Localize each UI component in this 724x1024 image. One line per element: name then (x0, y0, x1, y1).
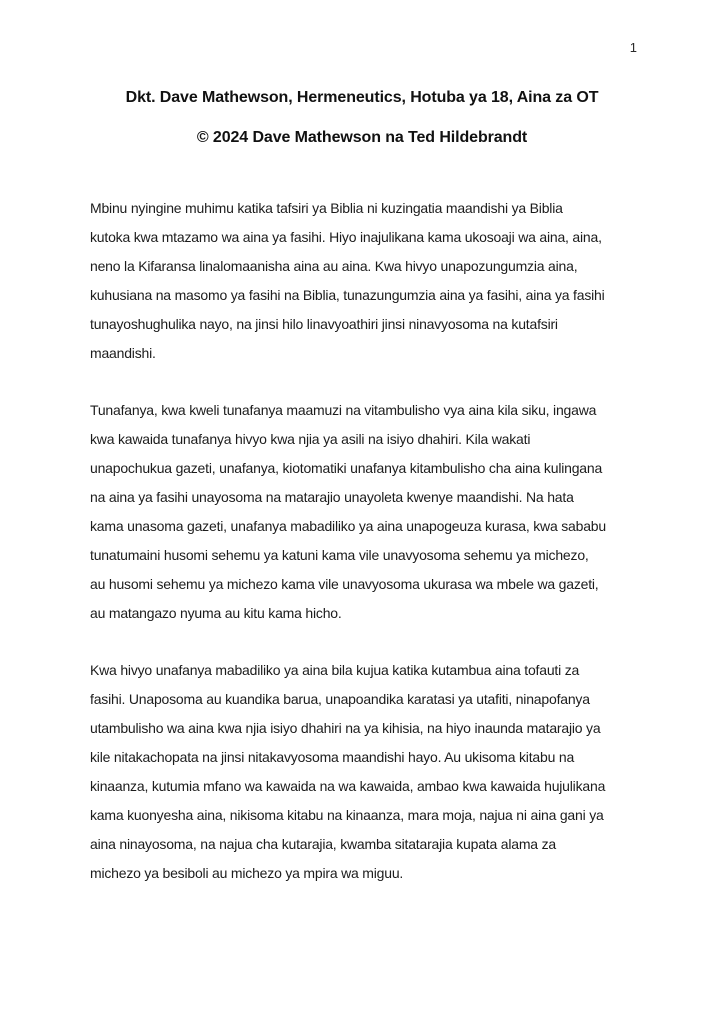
text-line: kwa kawaida tunafanya hivyo kwa njia ya asili na isiyo dhahiri. Kila wakati (90, 431, 531, 447)
text-line: Mbinu nyingine muhimu katika tafsiri ya Biblia ni kuzingatia maandishi ya Biblia (90, 200, 563, 216)
text-line: tunayoshughulika nayo, na jinsi hilo linavyoathiri jinsi ninavyosoma na kutafsiri (90, 316, 558, 332)
paragraph (90, 656, 684, 888)
text-line: kile nitakachopata na jinsi nitakavyosoma maandishi hayo. Au ukisoma kitabu na (90, 749, 575, 765)
page-number: 1 (629, 40, 637, 55)
text-line: Kwa hivyo unafanya mabadiliko ya aina bila kujua katika kutambua aina tofauti za (90, 662, 580, 678)
document-title: Dkt. Dave Mathewson, Hermeneutics, Hotuba ya 18, Aina za OT (125, 89, 599, 106)
text-line: au husomi sehemu ya michezo kama vile unavyosoma ukurasa wa mbele wa gazeti, (90, 576, 599, 592)
text-line: unapochukua gazeti, unafanya, kiotomatiki unafanya kitambulisho cha aina kulingana (90, 460, 603, 476)
text-line: Tunafanya, kwa kweli tunafanya maamuzi na vitambulisho vya aina kila siku, ingawa (90, 402, 597, 418)
text-line: kinaanza, kutumia mfano wa kawaida na wa kawaida, ambao kwa kawaida hujulikana (90, 778, 606, 794)
text-line: kama unasoma gazeti, unafanya mabadiliko ya aina unapogeuza kurasa, kwa sababu (90, 518, 606, 534)
text-line: na aina ya fasihi unayosoma na matarajio unayoleta kwenye maandishi. Na hata (90, 489, 574, 505)
text-line: fasihi. Unaposoma au kuandika barua, unapoandika karatasi ya utafiti, ninapofanya (90, 691, 590, 707)
text-line: aina ninayosoma, na najua cha kutarajia, kwamba sitatarajia kupata alama za (90, 836, 556, 852)
paragraph (90, 396, 684, 628)
document-header (0, 0, 724, 147)
paragraph (90, 194, 684, 368)
document-body (90, 194, 684, 888)
text-line: kutoka kwa mtazamo wa aina ya fasihi. Hiyo inajulikana kama ukosoaji wa aina, aina, (90, 229, 602, 245)
text-line: utambulisho wa aina kwa njia isiyo dhahiri na ya kihisia, na hiyo inaunda matarajio ya (90, 720, 601, 736)
text-line: au matangazo nyuma au kitu kama hicho. (90, 605, 342, 621)
text-line: kama kuonyesha aina, nikisoma kitabu na kinaanza, mara moja, najua ni aina gani ya (90, 807, 604, 823)
copyright-line: © 2024 Dave Mathewson na Ted Hildebrandt (196, 129, 528, 146)
text-line: maandishi. (90, 345, 156, 361)
text-line: michezo ya besiboli au michezo ya mpira wa miguu. (90, 865, 404, 881)
text-line: kuhusiana na masomo ya fasihi na Biblia, tunazungumzia aina ya fasihi, aina ya fasihi (90, 287, 605, 303)
text-line: tunatumaini husomi sehemu ya katuni kama vile unavyosoma sehemu ya michezo, (90, 547, 589, 563)
text-line: neno la Kifaransa linalomaanisha aina au aina. Kwa hivyo unapozungumzia aina, (90, 258, 578, 274)
